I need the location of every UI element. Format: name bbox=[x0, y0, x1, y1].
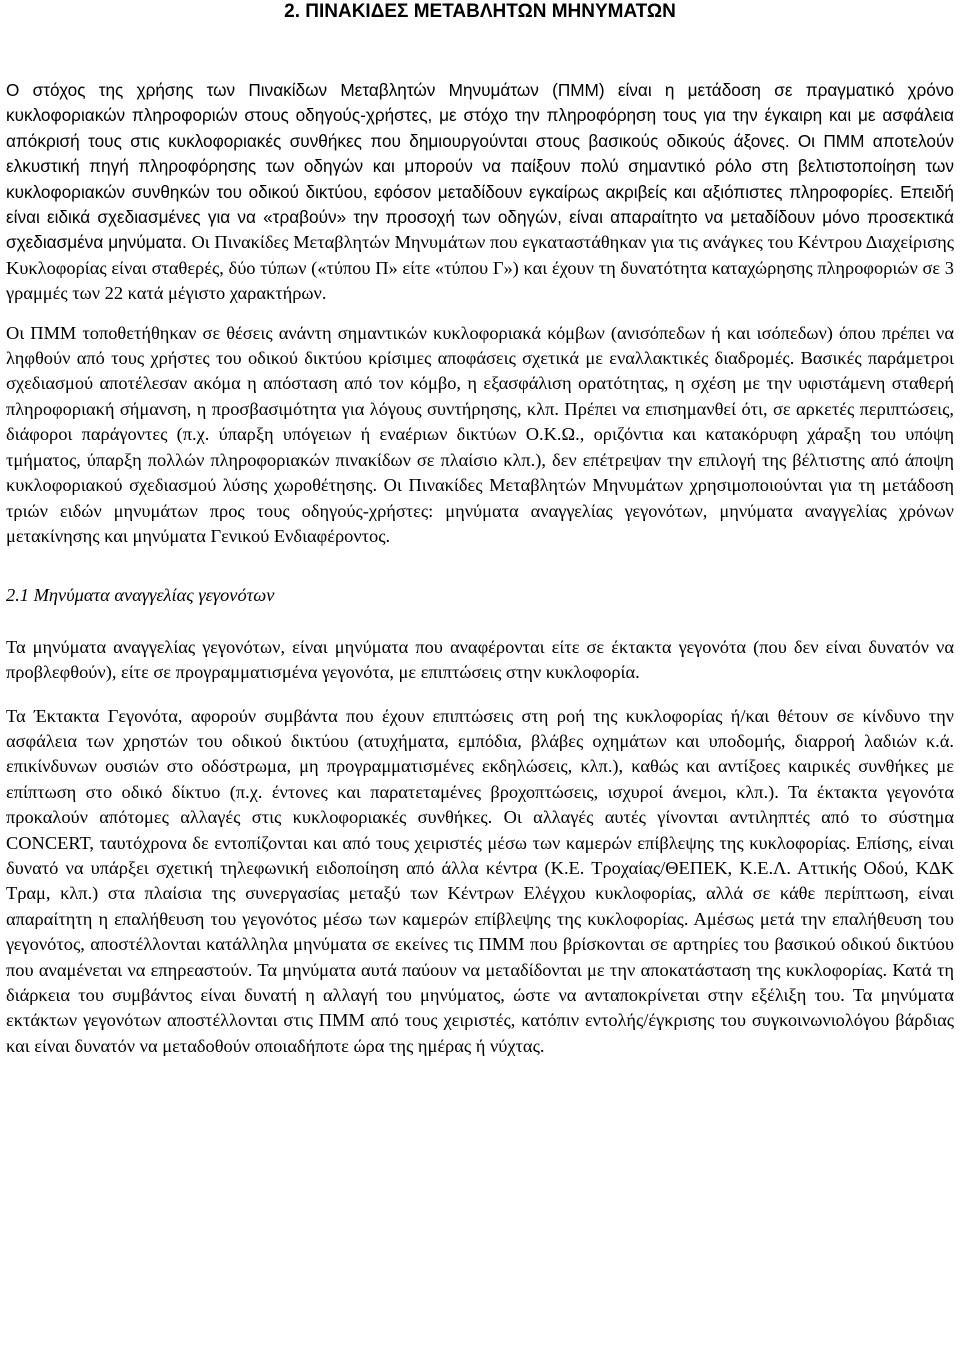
placement-sentence-2: Βασικές παράμετροι σχεδιασμού αποτέλεσαν ακόμα η απόσταση από τον κόμβο, η εξασφάλιση ορατότητας, η σχέση με την υφιστάμενη σταθερή πληροφοριακή σήμανση, η προσβασιμότητα για λόγους συντήρησης, κλπ. bbox=[6, 348, 954, 419]
intro-sentence-1: Ο στόχος της χρήσης των Πινακίδων Μεταβλητών Μηνυμάτων (ΠΜΜ) είναι η μετάδοση σε πραγματικό χρόνο κυκλοφοριακών πληροφοριών στους οδηγούς-χρήστες, με στόχο την πληροφόρηση τους για την έγκαιρη και με ασφάλεια απόκρισή τους στις κυκλοφοριακές συνθήκες που δημιουργούνται στους βασικούς οδικούς άξονες. bbox=[6, 80, 954, 151]
intro-sentence-2: Οι ΠΜΜ αποτελούν ελκυστική πηγή πληροφόρησης των οδηγών και μπορούν να παίξουν πολύ σημαντικό ρόλο στη βελτιστοποίηση των κυκλοφοριακών συνθηκών του οδικού δικτύου, εφόσον μεταδίδουν εγκαίρως ακριβείς και αξιόπιστες πληροφορίες. Επειδή είναι ειδικά σχεδιασμένες για να «τραβούν» την προσοχή των οδηγών, είναι απαραίτητο να μεταδίδουν μόνο προσεκτικά σχεδιασμένα μηνύματα. bbox=[6, 130, 954, 253]
paragraph-events-intro: Τα μηνύματα αναγγελίας γεγονότων, είναι μηνύματα που αναφέρονται είτε σε έκτακτα γεγονότα (που δεν είναι δυνατόν να προβλεφθούν), είτε σε προγραμματισμένα γεγονότα, με επιπτώσεις στην κυκλοφορία. bbox=[6, 636, 954, 683]
emergency-sentence-6: Τα μηνύματα αυτά παύουν να μεταδίδονται με την αποκατάσταση της κυκλοφορίας. bbox=[257, 959, 888, 980]
placement-sentence-3: Πρέπει να επισημανθεί ότι, σε αρκετές περιπτώσεις, διάφοροι παράγοντες (π.χ. ύπαρξη υπόγειων ή εναέριων δικτύων Ο.Κ.Ω., οριζόντια και κατακόρυφη χάραξη του υπόψη τμήματος, ύπαρξη πολλών πληροφοριακών πινακίδων σε πλαίσιο κλπ.), δεν επέτρεψαν την επιλογή της βέλτιστης από άποψη κυκλοφοριακού σχεδιασμού λύσης χωροθέτησης. bbox=[6, 398, 955, 496]
paragraph-emergency-events bbox=[6, 704, 954, 1060]
emergency-sentence-4: Επίσης, είναι δυνατό να υπάρξει σχετική τηλεφωνική ειδοποίηση από άλλα κέντρα (Κ.Ε. Τροχαίας/ΘΕΠΕΚ, Κ.Ε.Λ. Αττικής Οδού, ΚΔΚ Τραμ, κλπ.) στα πλαίσια της συνεργασίας μεταξύ των Κέντρων Ελέγχου κυκλοφορίας, αλλά σε κάθε περίπτωση, είναι απαραίτητη η επαλήθευση του γεγονότος μέσω των καμερών επίβλεψης της κυκλοφορίας. bbox=[6, 832, 954, 929]
placement-sentence-1: Οι ΠΜΜ τοποθετήθηκαν σε θέσεις ανάντη σημαντικών κυκλοφοριακά κόμβων (ανισόπεδων ή και ισόπεδων) όπου πρέπει να ληφθούν από τους χρήστες του οδικού δικτύου κρίσιμες αποφάσεις σχετικά με εναλλακτικές διαδρομές. bbox=[6, 322, 954, 369]
section-heading: 2. ΠΙΝΑΚΙΔΕΣ ΜΕΤΑΒΛΗΤΩΝ ΜΗΝΥΜΑΤΩΝ bbox=[284, 1, 676, 22]
intro-sentence-3: Οι Πινακίδες Μεταβλητών Μηνυμάτων που εγκαταστάθηκαν για τις ανάγκες του Κέντρου Διαχείρισης Κυκλοφορίας είναι σταθερές, δύο τύπων («τύπου Π» είτε «τύπου Γ») και έχουν τη δυνατότητα καταχώρησης πληροφοριών σε 3 γραμμές των 22 κατά μέγιστο χαρακτήρων. bbox=[6, 232, 954, 304]
emergency-sentence-3: Οι αλλαγές αυτές γίνονται αντιληπτές από το σύστημα CONCERT, ταυτόχρονα δε εντοπίζονται και από τους χειριστές μέσω των καμερών επίβλεψης της κυκλοφορίας. bbox=[6, 807, 955, 853]
paragraph-intro bbox=[6, 78, 954, 307]
placement-sentence-4: Οι Πινακίδες Μεταβλητών Μηνυμάτων χρησιμοποιούνται για τη μετάδοση τριών ειδών μηνυμάτων προς τους οδηγούς-χρήστες: μηνύματα αναγγελίας γεγονότων, μηνύματα αναγγελίας χρόνων μετακίνησης και μηνύματα Γενικού Ενδιαφέροντος. bbox=[6, 475, 954, 546]
emergency-sentence-7: Κατά τη διάρκεια του συμβάντος είναι δυνατή η αλλαγή του μηνύματος, ώστε να ανταποκρίνεται στην εξέλιξη του. bbox=[6, 959, 954, 1005]
emergency-sentence-2: Τα έκτακτα γεγονότα προκαλούν απότομες αλλαγές στις κυκλοφοριακές συνθήκες. bbox=[6, 781, 954, 828]
emergency-sentence-1: Τα Έκτακτα Γεγονότα, αφορούν συμβάντα που έχουν επιπτώσεις στη ροή της κυκλοφορίας ή/και θέτουν σε κίνδυνο την ασφάλεια των χρηστών του οδικού δικτύου (ατυχήματα, εμπόδια, βλάβες οχημάτων και υποδομής, διαρροή λαδιών κ.ά. επικίνδυνων ουσιών στο οδόστρωμα, μη προγραμματισμένες εκδηλώσεις, κλπ.), καθώς και αντίξοες καιρικές συνθήκες με επίπτωση στο οδικό δίκτυο (π.χ. έντονες και παρατεταμένες βροχοπτώσεις, ισχυροί άνεμοι, κλπ.). bbox=[6, 705, 954, 802]
emergency-sentence-8: Τα μηνύματα εκτάκτων γεγονότων αποστέλλονται στις ΠΜΜ από τους χειριστές, κατόπιν εντολής/έγκρισης του συγκοινωνιολόγου βάρδιας και είναι δυνατόν να μεταδοθούν οποιαδήποτε ώρα της ημέρας ή νύχτας. bbox=[6, 985, 955, 1056]
subsection-heading: 2.1 Μηνύματα αναγγελίας γεγονότων bbox=[6, 585, 275, 606]
emergency-sentence-5: Αμέσως μετά την επαλήθευση του γεγονότος, αποστέλλονται κατάλληλα μηνύματα σε εκείνες τις ΠΜΜ που βρίσκονται σε αρτηρίες του βασικού οδικού δικτύου που αναμένεται να επηρεαστούν. bbox=[6, 908, 954, 980]
paragraph-placement bbox=[6, 321, 954, 550]
